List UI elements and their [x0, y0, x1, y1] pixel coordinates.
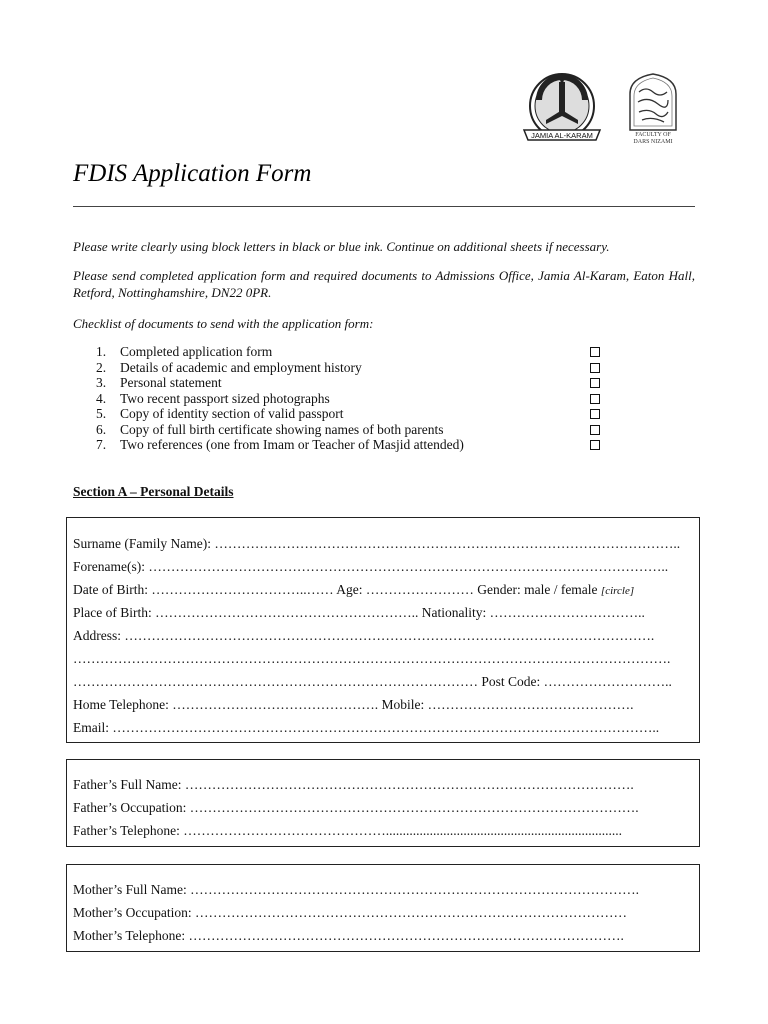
address-field-2[interactable]: ……………………………………………………………………………………………………………………. [73, 651, 671, 666]
checklist-text: Two references (one from Imam or Teacher of Masjid attended) [120, 437, 464, 452]
checkbox[interactable] [590, 378, 600, 388]
checklist-number: 2. [96, 359, 107, 375]
checkbox[interactable] [590, 409, 600, 419]
email-field[interactable]: Email: ………………………………………………………………………………………………………….. [73, 720, 660, 735]
section-a-title: Section A – Personal Details [73, 484, 234, 499]
place-nationality-field[interactable]: Place of Birth: ………………………………………………….. Nationality: …………………………….. [73, 605, 645, 620]
checklist-heading: Checklist of documents to send with the application form: [73, 316, 374, 331]
checklist-item [96, 360, 600, 376]
checklist-text: Personal statement [120, 375, 222, 390]
checklist-number: 3. [96, 375, 107, 390]
checklist-text: Copy of full birth certificate showing names of both parents [120, 421, 444, 437]
checklist-number: 4. [96, 390, 107, 406]
father-occupation-field[interactable]: Father’s Occupation: ………………………………………………………………………………………. [73, 800, 639, 815]
mother-occupation-field[interactable]: Mother’s Occupation: …………………………………………………………………………………… [73, 905, 627, 920]
checklist-item [96, 437, 600, 453]
checklist-text: Details of academic and employment history [120, 359, 362, 375]
instruction-address: Please send completed application form and required documents to Admissions Office, Jamia Al-Karam, Eaton Hall, Retford, Nottinghamshire, DN22 0PR. [73, 268, 695, 300]
karam-logo-text: JAMIA AL-KARAM [531, 131, 593, 140]
checkbox[interactable] [590, 425, 600, 435]
fdn-logo-text-1: FACULTY OF [635, 132, 671, 138]
address-postcode-field[interactable]: ……………………………………………………………………………… Post Code: ……………………….. [73, 674, 672, 689]
checkbox[interactable] [590, 394, 600, 404]
title-divider [73, 206, 695, 207]
checklist-text: Copy of identity section of valid passport [120, 406, 344, 421]
faculty-dars-nizami-logo [624, 70, 682, 144]
checklist-item [96, 391, 600, 407]
checkbox[interactable] [590, 440, 600, 450]
forenames-field[interactable]: Forename(s): …………………………………………………………………………………………………….. [73, 559, 669, 574]
document-checklist [96, 344, 600, 453]
checklist-number: 1. [96, 344, 107, 359]
father-details-box [66, 759, 700, 847]
checklist-number: 6. [96, 421, 107, 437]
dob-age-gender-text: Date of Birth: ……………………………..…… Age: …………………… Gender: male / female [73, 582, 601, 597]
father-telephone-field[interactable]: Father’s Telephone: ………………………………………...................................................................... [73, 823, 623, 838]
mother-telephone-field[interactable]: Mother’s Telephone: ……………………………………………………………………………………. [73, 928, 624, 943]
telephone-mobile-field[interactable]: Home Telephone: ………………………………………. Mobile: ………………………………………. [73, 697, 634, 712]
address-field-1[interactable]: Address: ………………………………………………………………………………………………………. [73, 628, 655, 643]
instruction-ink: Please write clearly using block letters in black or blue ink. Continue on additional sheets if necessary. [73, 239, 610, 254]
checklist-number: 7. [96, 437, 107, 452]
checklist-item [96, 344, 600, 360]
checklist-text: Two recent passport sized photographs [120, 390, 330, 406]
mother-name-field[interactable]: Mother’s Full Name: ………………………………………………………………………………………. [73, 882, 639, 897]
gender-circle-note: [circle] [600, 585, 635, 597]
fdn-logo-text-2: DARS NIZAMI [633, 139, 673, 144]
checkbox[interactable] [590, 363, 600, 373]
page-title: FDIS Application Form [73, 160, 312, 187]
mother-details-box [66, 864, 700, 952]
checklist-number: 5. [96, 406, 107, 421]
checklist-text: Completed application form [120, 344, 273, 359]
checkbox[interactable] [590, 347, 600, 357]
checklist-item [96, 422, 600, 438]
checklist-item [96, 375, 600, 391]
jamia-al-karam-logo [516, 70, 608, 150]
personal-details-box [66, 517, 700, 743]
dob-age-gender-field[interactable] [73, 578, 693, 601]
father-name-field[interactable]: Father’s Full Name: ………………………………………………………………………………………. [73, 777, 634, 792]
surname-field[interactable]: Surname (Family Name): ………………………………………………………………………………………….. [73, 536, 681, 551]
checklist-item [96, 406, 600, 422]
